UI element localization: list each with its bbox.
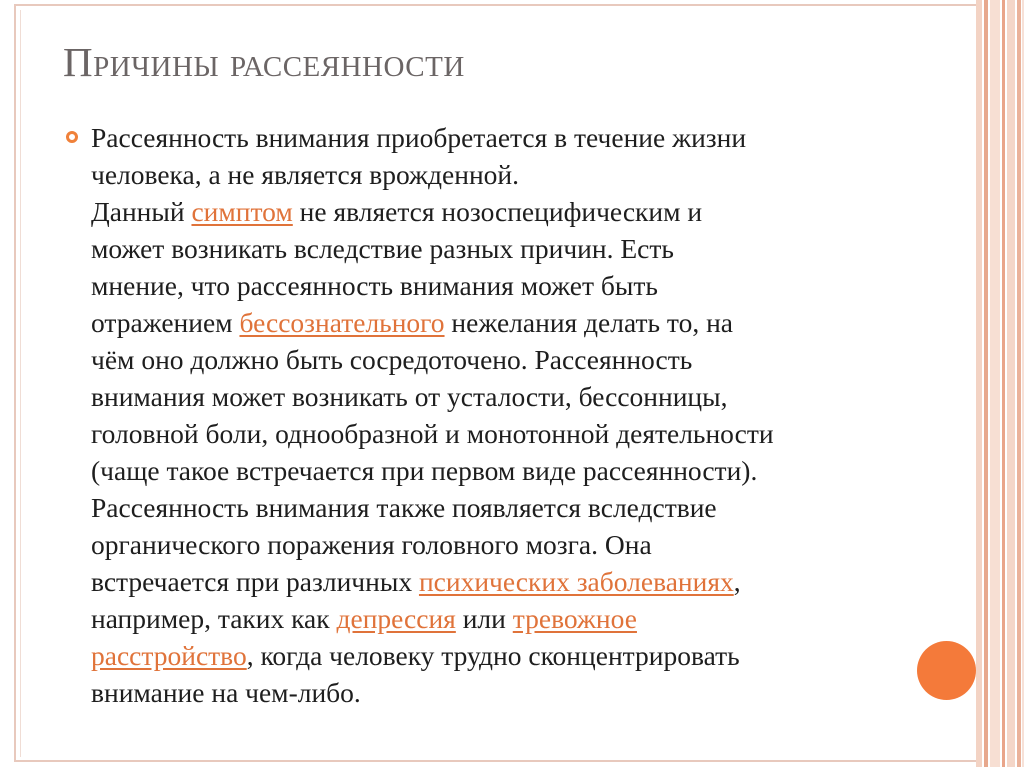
text-line: Рассеянность внимания также появляется вследствие (91, 492, 717, 523)
text-line (91, 563, 971, 600)
bullet-icon (66, 131, 78, 143)
text-line (91, 600, 971, 637)
text-line: чём оно должно быть сосредоточено. Рассеянность (91, 344, 693, 375)
decorative-circle (917, 641, 976, 700)
text-fragment: Данный (91, 196, 192, 227)
stripe (984, 0, 988, 767)
link-mental-illness[interactable]: психических заболеваниях (418, 566, 734, 597)
text-fragment: , когда человеку трудно сконцентрировать (246, 640, 740, 671)
stripe (1017, 0, 1021, 767)
text-line: мнение, что рассеянность внимания может быть (91, 270, 658, 301)
text-fragment: не является нозоспецифическим и (292, 196, 703, 227)
text-line: внимания может возникать от усталости, бессонницы, (91, 381, 728, 412)
text-fragment: встречается при различных (91, 566, 419, 597)
text-line: внимание на чем-либо. (91, 677, 361, 708)
stripe (990, 0, 1000, 767)
decorative-stripes (976, 0, 1024, 767)
text-fragment: или (455, 603, 513, 634)
link-unconscious[interactable]: бессознательного (239, 307, 445, 338)
slide-paragraph (91, 119, 971, 711)
link-anxiety-disorder[interactable]: тревожное (512, 603, 637, 634)
text-line: человека, а не является врожденной. (91, 159, 520, 190)
link-symptom[interactable]: симптом (191, 196, 293, 227)
slide-title: Причины рассеянности (63, 39, 465, 85)
stripe (1002, 0, 1005, 767)
text-line (91, 193, 971, 230)
link-depression[interactable]: депрессия (336, 603, 456, 634)
text-line: Рассеянность внимания приобретается в течение жизни (91, 122, 747, 153)
text-fragment: например, таких как (91, 603, 337, 634)
link-anxiety-disorder-cont[interactable]: расстройство (91, 640, 247, 671)
text-fragment: нежелания делать то, на (444, 307, 733, 338)
text-line: может возникать вследствие разных причин. Есть (91, 233, 674, 264)
text-line: головной боли, однообразной и монотонной деятельности (91, 418, 774, 449)
text-fragment: отражением (91, 307, 240, 338)
text-line (91, 304, 971, 341)
text-line: (чаще такое встречается при первом виде рассеянности). (91, 455, 758, 486)
stripe (1007, 0, 1015, 767)
text-line: органического поражения головного мозга. Она (91, 529, 652, 560)
stripe (976, 0, 982, 767)
text-line (91, 637, 971, 674)
text-fragment: , (733, 566, 741, 597)
